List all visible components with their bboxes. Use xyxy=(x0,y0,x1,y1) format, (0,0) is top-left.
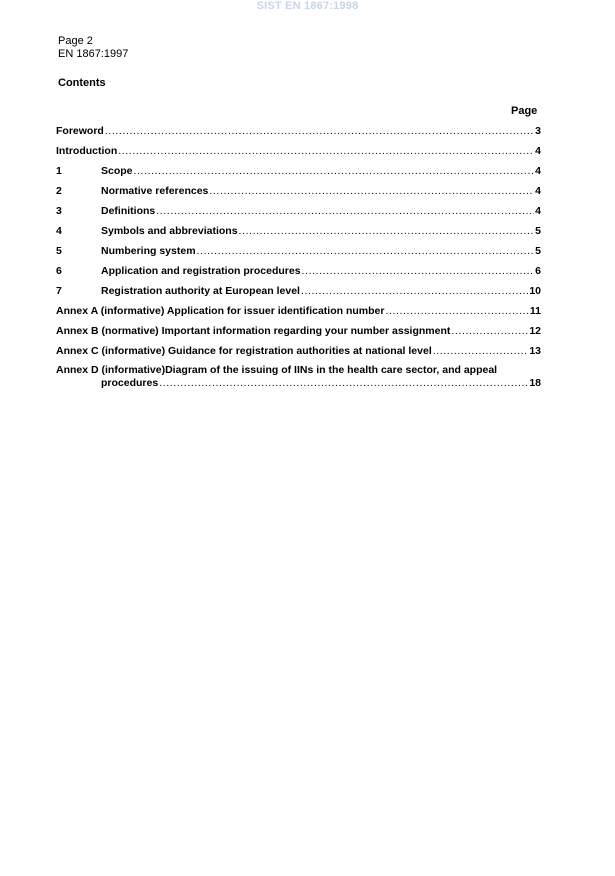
dot-leader xyxy=(301,284,528,298)
dot-leader xyxy=(197,244,535,258)
toc-entry-annex-d[interactable] xyxy=(56,364,541,390)
toc-entry-title: Introduction xyxy=(56,145,118,157)
toc-entry-section-2[interactable] xyxy=(56,184,541,198)
toc-entry-title: Normative references xyxy=(101,185,209,197)
dot-leader xyxy=(134,164,535,178)
toc-entry-page: 4 xyxy=(535,185,541,197)
page-header xyxy=(58,35,128,61)
toc-entry-title: Foreword xyxy=(56,125,104,137)
toc-entry-page: 4 xyxy=(535,165,541,177)
toc-entry-page: 18 xyxy=(529,377,541,389)
toc-entry-page: 4 xyxy=(535,145,541,157)
toc-entry-page: 11 xyxy=(529,305,541,317)
toc-entry-foreword[interactable] xyxy=(56,124,541,138)
toc-entry-page: 10 xyxy=(529,285,541,297)
toc-entry-continuation xyxy=(56,377,541,390)
toc-entry-title: Symbols and abbreviations xyxy=(101,225,238,237)
toc-entry-page: 6 xyxy=(535,265,541,277)
dot-leader xyxy=(118,144,534,158)
contents-heading: Contents xyxy=(58,77,106,89)
toc-entry-number: 7 xyxy=(56,285,62,297)
toc-entry-title-continued: procedures xyxy=(101,377,159,389)
toc-entry-number: 2 xyxy=(56,185,62,197)
dot-leader xyxy=(433,344,529,358)
toc-entry-title: Annex C (informative) Guidance for registration authorities at national level xyxy=(56,345,432,357)
toc-entry-page: 3 xyxy=(535,125,541,137)
toc-entry-title: Annex B (normative) Important information regarding your number assignment xyxy=(56,325,451,337)
watermark: SIST EN 1867:1998 xyxy=(256,0,359,12)
toc-entry-page: 12 xyxy=(529,325,541,337)
toc-entry-page: 4 xyxy=(535,205,541,217)
toc-entry-page: 5 xyxy=(535,225,541,237)
toc-entry-section-4[interactable] xyxy=(56,224,541,238)
toc-entry-section-7[interactable] xyxy=(56,284,541,298)
toc-entry-section-1[interactable] xyxy=(56,164,541,178)
page-number: Page 2 xyxy=(58,35,93,47)
toc-entry-page: 5 xyxy=(535,245,541,257)
toc-entry-number: 5 xyxy=(56,245,62,257)
toc-entry-number: 1 xyxy=(56,165,62,177)
toc-entry-number: 4 xyxy=(56,225,62,237)
toc-entry-section-5[interactable] xyxy=(56,244,541,258)
toc-entry-section-3[interactable] xyxy=(56,204,541,218)
toc-entry-title: Application and registration procedures xyxy=(101,265,301,277)
toc-entry-number: 3 xyxy=(56,205,62,217)
toc-entry-title: Scope xyxy=(101,165,133,177)
standard-id: EN 1867:1997 xyxy=(58,48,129,60)
toc-entry-number: 6 xyxy=(56,265,62,277)
page-column-label: Page xyxy=(511,105,538,117)
toc-entry-annex-c[interactable] xyxy=(56,344,541,358)
toc-entry-title: Numbering system xyxy=(101,245,196,257)
toc-entry-title: Annex A (informative) Application for issuer identification number xyxy=(56,305,385,317)
toc-entry-annex-a[interactable] xyxy=(56,304,541,318)
toc-entry-page: 13 xyxy=(529,345,541,357)
dot-leader xyxy=(159,377,528,390)
toc-entry-title: Definitions xyxy=(101,205,156,217)
table-of-contents xyxy=(56,124,541,396)
toc-entry-annex-b[interactable] xyxy=(56,324,541,338)
toc-entry-title: Registration authority at European level xyxy=(101,285,300,297)
toc-entry-introduction[interactable] xyxy=(56,144,541,158)
dot-leader xyxy=(105,124,534,138)
toc-entry-title: Annex D (informative)Diagram of the issuing of IINs in the health care sector, and appeal xyxy=(56,364,498,376)
dot-leader xyxy=(385,304,528,318)
dot-leader xyxy=(209,184,534,198)
dot-leader xyxy=(451,324,528,338)
dot-leader xyxy=(156,204,534,218)
toc-entry-section-6[interactable] xyxy=(56,264,541,278)
dot-leader xyxy=(239,224,535,238)
dot-leader xyxy=(302,264,535,278)
